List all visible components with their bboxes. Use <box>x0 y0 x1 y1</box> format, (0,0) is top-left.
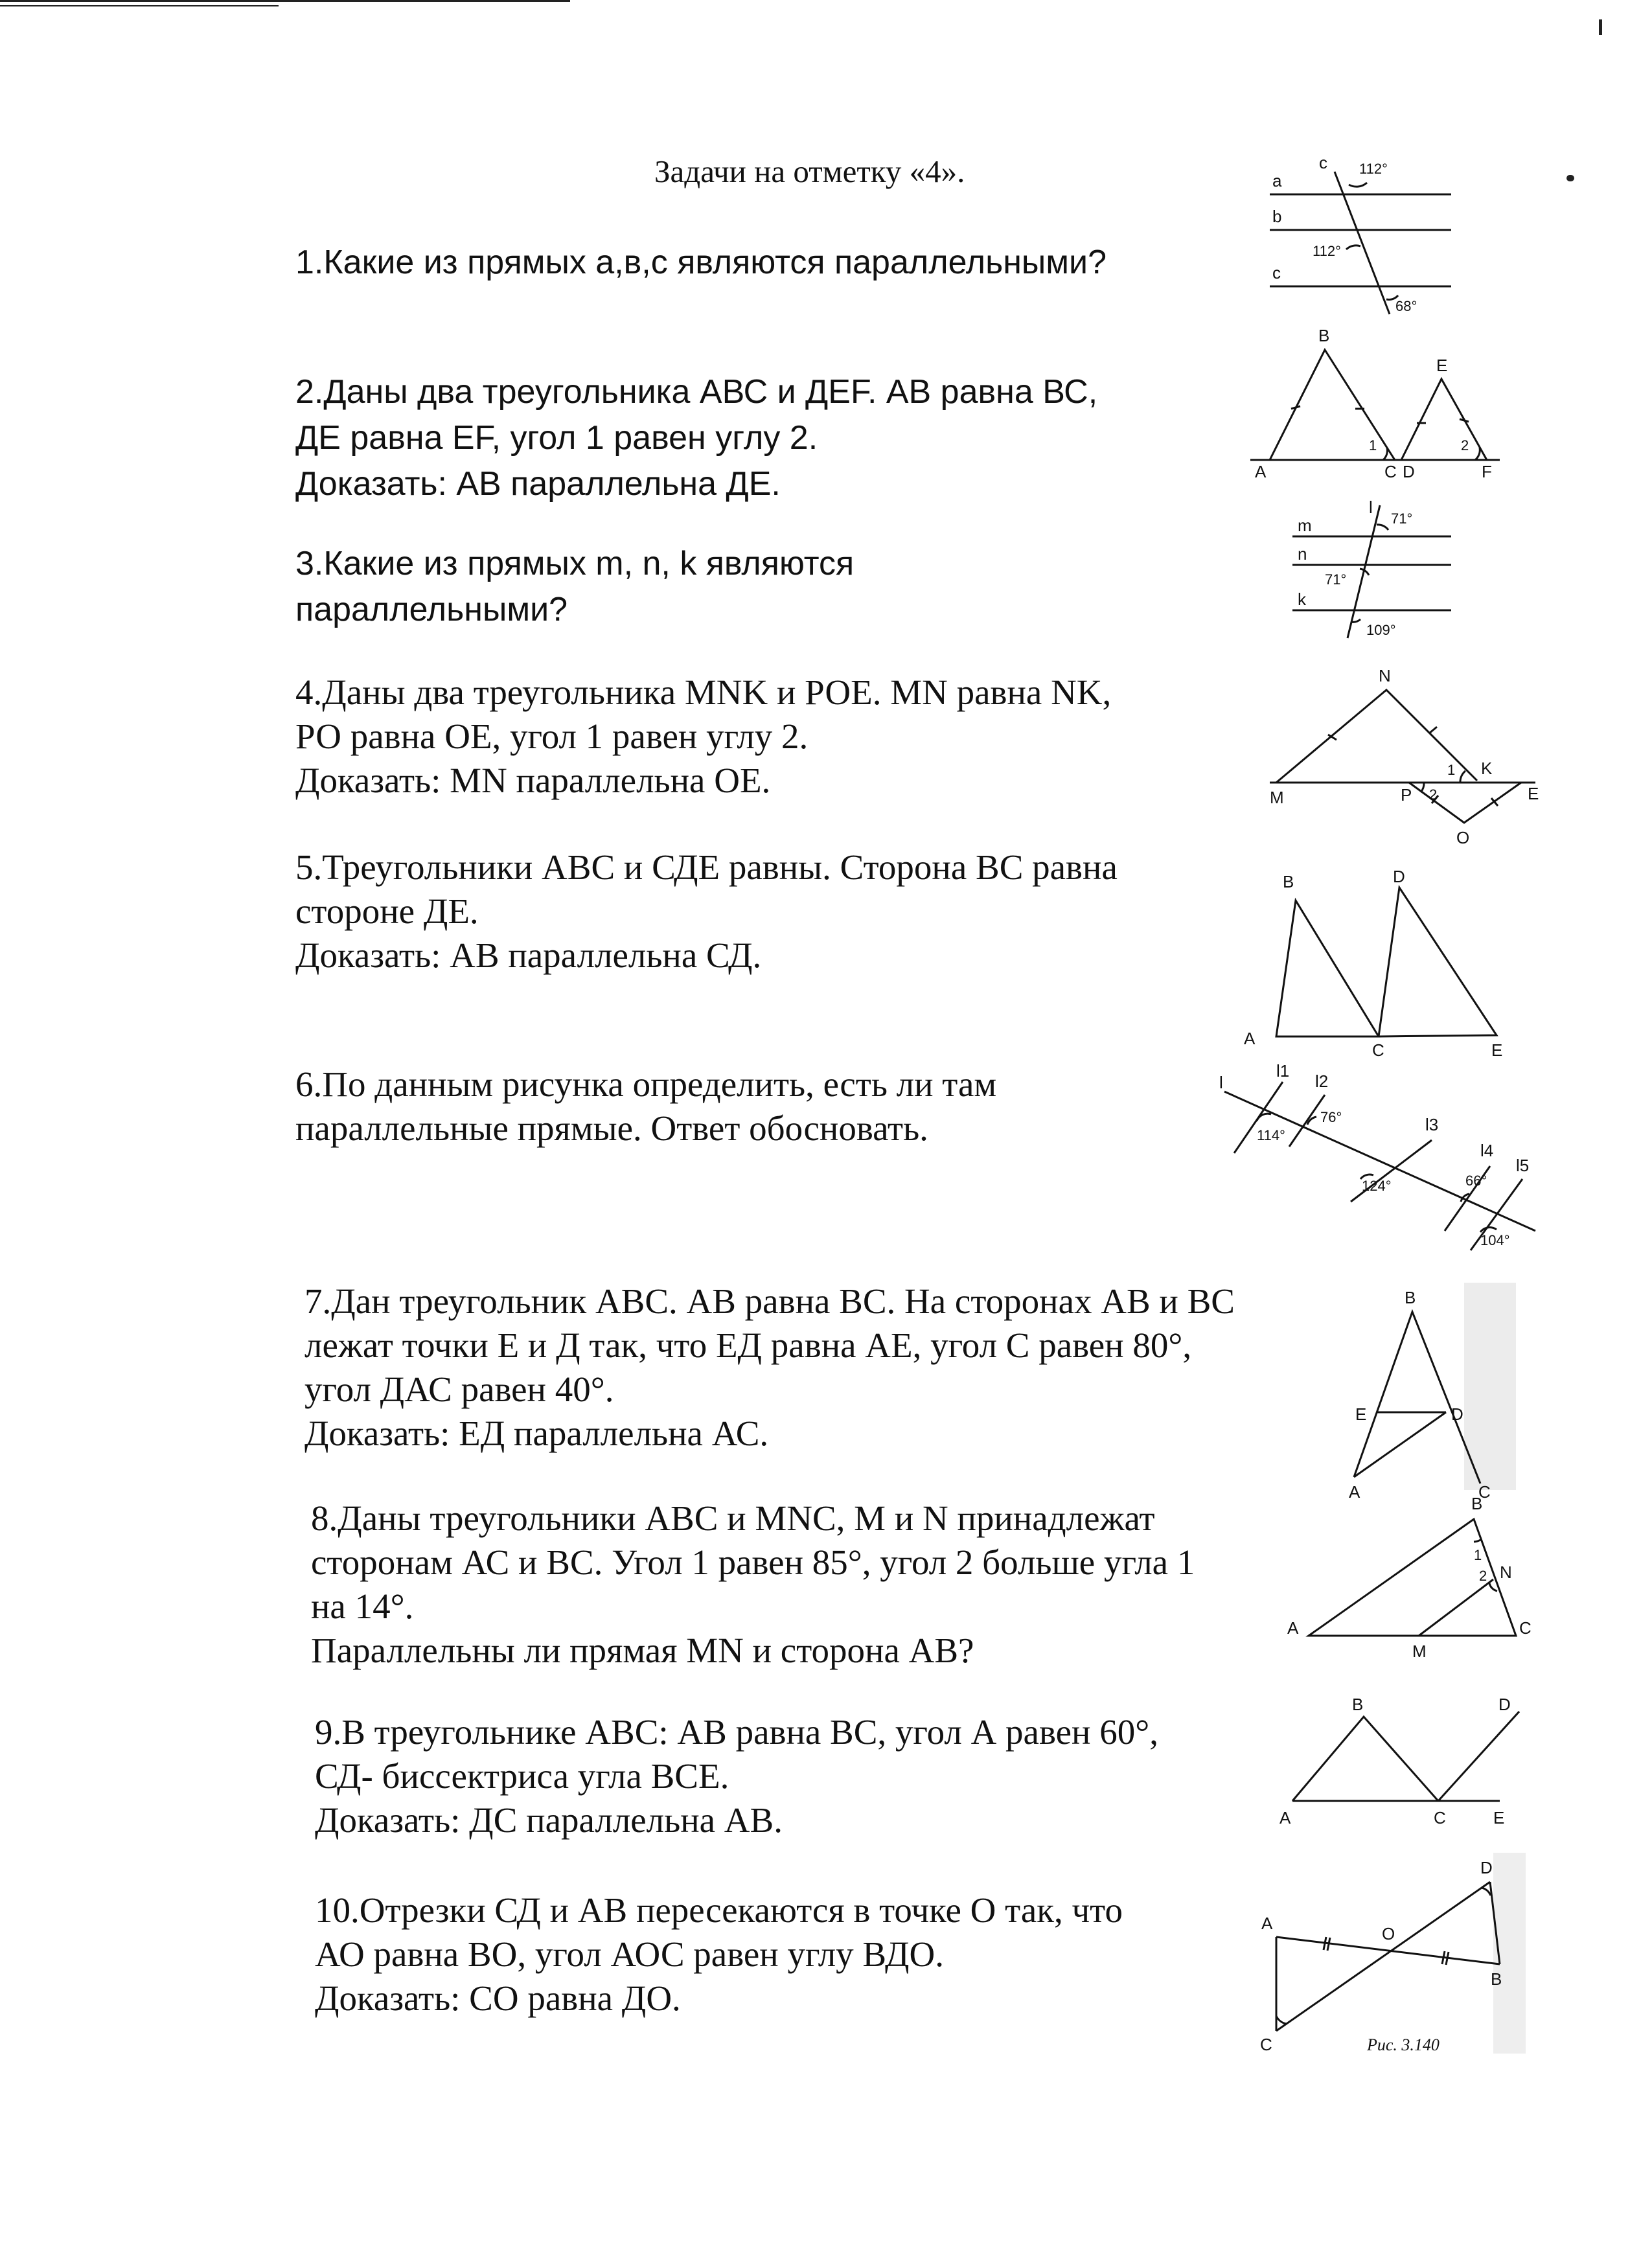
problem-line: 8.Даны треугольники АВС и МNC, М и N принадлежат <box>311 1498 1155 1538</box>
angle-arc <box>1383 448 1387 460</box>
triangle-abc <box>1292 1717 1438 1801</box>
figure-8-triangles <box>1279 1490 1539 1684</box>
point-label: D <box>1403 462 1415 481</box>
label-a: a <box>1272 171 1282 190</box>
point-label: A <box>1349 1482 1360 1502</box>
angle-arc <box>1257 1114 1271 1121</box>
point-label: M <box>1270 788 1284 807</box>
point-label: D <box>1451 1404 1463 1424</box>
angle-label: 1 <box>1474 1547 1482 1563</box>
angle-arc <box>1475 448 1480 460</box>
tick-mark <box>1324 1937 1326 1950</box>
point-label: P <box>1401 785 1412 805</box>
tick-mark <box>1429 727 1437 733</box>
problem-line: АО равна ВО, угол АОС равен углу ВДО. <box>315 1934 944 1974</box>
figure-5-triangles <box>1231 862 1509 1062</box>
problem-7 <box>304 1279 1315 1456</box>
problem-10 <box>315 1888 1325 2021</box>
bisector-cd <box>1438 1712 1519 1801</box>
figure-2-two-triangles <box>1247 327 1506 483</box>
problem-line: 7.Дан треугольник АВС. АВ равна ВС. На сторонах АВ и ВС <box>304 1281 1235 1321</box>
point-label: C <box>1260 2035 1272 2054</box>
point-label: B <box>1471 1494 1483 1513</box>
point-label: B <box>1352 1695 1364 1714</box>
point-label: N <box>1379 666 1391 685</box>
angle-label: 112° <box>1359 161 1388 177</box>
angle-label: 109° <box>1366 622 1396 638</box>
point-label: A <box>1261 1914 1273 1933</box>
tick-mark <box>1460 419 1469 422</box>
point-label: C <box>1519 1618 1532 1638</box>
point-label: M <box>1412 1642 1427 1661</box>
point-label: N <box>1500 1563 1512 1582</box>
problem-5 <box>295 845 1306 978</box>
point-label: A <box>1279 1808 1291 1827</box>
segment-ad <box>1354 1412 1446 1477</box>
point-label: C <box>1434 1808 1446 1827</box>
secant-line <box>1335 172 1390 314</box>
triangle-poe <box>1409 783 1521 823</box>
problem-line: ДЕ равна ЕF, угол 1 равен углу 2. <box>295 419 818 457</box>
angle-label: 104° <box>1480 1232 1510 1248</box>
point-label: A <box>1244 1029 1256 1048</box>
problem-line: РО равна ОЕ, угол 1 равен углу 2. <box>295 716 809 756</box>
point-label: C <box>1384 462 1397 481</box>
figure-9-triangle <box>1267 1691 1539 1840</box>
angle-label: 2 <box>1479 1568 1487 1584</box>
tick-mark <box>1446 1952 1449 1965</box>
angle-label: 2 <box>1429 786 1438 803</box>
figure-4-svg <box>1263 667 1555 862</box>
angle-arc <box>1460 771 1465 783</box>
problem-line: Доказать: ДС параллельна АВ. <box>315 1800 783 1840</box>
figure-10-svg <box>1247 1853 1532 2060</box>
label-secant: l <box>1369 498 1373 517</box>
angle-label: 1 <box>1447 762 1456 778</box>
figure-4-triangles <box>1263 667 1555 862</box>
triangle-abc <box>1354 1312 1480 1483</box>
scan-edge-line <box>0 0 570 2</box>
point-label: F <box>1482 462 1492 481</box>
tick-mark <box>1442 1951 1445 1964</box>
label-line: l1 <box>1276 1061 1290 1081</box>
point-label: D <box>1393 867 1405 886</box>
angle-label: 71° <box>1391 510 1413 527</box>
problem-line: 9.В треугольнике АВС: АВ равна ВС, угол А равен 60°, <box>315 1712 1158 1752</box>
figure-caption: Рис. 3.140 <box>1367 2035 1440 2054</box>
secant-line <box>1348 505 1380 638</box>
point-label: B <box>1491 1969 1502 1989</box>
problem-line: 6.По данным рисунка определить, есть ли там <box>295 1064 997 1104</box>
problem-3 <box>295 541 1306 633</box>
label-line: l2 <box>1315 1071 1329 1091</box>
angle-arc <box>1489 1583 1497 1591</box>
label-line: l5 <box>1516 1156 1530 1175</box>
problem-line: на 14°. <box>311 1586 414 1626</box>
scan-shading <box>1464 1283 1516 1490</box>
point-label: B <box>1318 326 1330 345</box>
problem-6 <box>295 1062 1306 1151</box>
problem-4 <box>295 670 1306 803</box>
problem-line: лежат точки Е и Д так, что ЕД равна АЕ, угол С равен 80°, <box>304 1325 1192 1365</box>
angle-arc <box>1276 2016 1286 2024</box>
point-label: A <box>1255 462 1267 481</box>
point-label: E <box>1528 784 1539 803</box>
label-line: l4 <box>1480 1141 1494 1160</box>
tick-mark <box>1327 1938 1330 1951</box>
page-title: Задачи на отметку «4». <box>654 154 965 189</box>
angle-label: 68° <box>1395 298 1417 314</box>
figure-3-parallel-lines <box>1286 499 1454 651</box>
figure-7-svg <box>1335 1283 1522 1503</box>
point-label: O <box>1456 828 1470 847</box>
scan-edge-line <box>0 5 279 6</box>
problem-line: 4.Даны два треугольника MNK и РОЕ. MN равна NK, <box>295 672 1112 712</box>
figure-1-parallel-lines <box>1263 149 1458 324</box>
angle-label: 114° <box>1257 1127 1285 1143</box>
problem-line: Доказать: СО равна ДО. <box>315 1978 681 2018</box>
figure-2-svg <box>1247 327 1506 483</box>
problem-line: параллельные прямые. Ответ обосновать. <box>295 1108 928 1148</box>
label-m: m <box>1298 516 1312 535</box>
problem-line: сторонам АС и ВС. Угол 1 равен 85°, угол 2 больше угла 1 <box>311 1542 1195 1582</box>
angle-label: 1 <box>1369 437 1377 453</box>
angle-label: 124° <box>1362 1178 1392 1194</box>
figure-1-svg <box>1263 149 1458 324</box>
point-label: C <box>1478 1482 1491 1502</box>
problem-line: 5.Треугольники АВС и СДЕ равны. Сторона ВС равна <box>295 847 1118 887</box>
problem-line: Доказать: АВ параллельна ДЕ. <box>295 465 781 503</box>
point-label: E <box>1436 356 1448 375</box>
angle-arc <box>1421 783 1424 792</box>
angle-label: 71° <box>1325 571 1347 588</box>
segment-cd <box>1276 1882 1490 2031</box>
angle-label: 112° <box>1313 243 1341 259</box>
point-label: O <box>1382 1924 1395 1943</box>
angle-arc <box>1349 183 1367 187</box>
angle-arc <box>1482 1888 1491 1896</box>
label-n: n <box>1298 544 1307 564</box>
figure-8-svg <box>1279 1490 1539 1684</box>
problem-line: 10.Отрезки СД и АВ пересекаются в точке О так, что <box>315 1890 1123 1930</box>
triangle-def <box>1401 379 1487 460</box>
label-b: b <box>1272 207 1282 226</box>
problem-line: угол ДАС равен 40°. <box>304 1369 614 1409</box>
point-label: B <box>1405 1288 1416 1307</box>
figure-10-segments <box>1247 1853 1532 2060</box>
triangle-abc <box>1276 900 1379 1037</box>
problem-line: 3.Какие из прямых m, n, k являются <box>295 545 855 582</box>
point-label: B <box>1283 872 1294 891</box>
line-l <box>1224 1092 1535 1231</box>
angle-arc <box>1474 1539 1482 1542</box>
figure-5-svg <box>1231 862 1509 1062</box>
label-line: l <box>1219 1073 1223 1092</box>
segment-mn <box>1419 1579 1493 1636</box>
angle-arc <box>1480 1228 1497 1232</box>
label-secant: c <box>1319 153 1327 172</box>
problem-line: Доказать: АВ параллельна СД. <box>295 935 762 975</box>
problem-line: СД- биссектриса угла ВСЕ. <box>315 1756 729 1796</box>
figure-3-svg <box>1286 499 1454 651</box>
point-label: D <box>1480 1858 1493 1877</box>
point-label: E <box>1355 1404 1367 1424</box>
angle-label: 2 <box>1461 437 1469 453</box>
point-label: E <box>1491 1040 1503 1060</box>
problem-2 <box>295 369 1306 507</box>
scan-mark <box>1566 175 1574 181</box>
angle-arc <box>1346 246 1360 249</box>
label-line: l3 <box>1425 1115 1439 1134</box>
point-label: E <box>1493 1808 1505 1827</box>
problem-line: 1.Какие из прямых а,в,с являются параллельными? <box>295 244 1107 281</box>
point-label: K <box>1481 759 1493 778</box>
angle-label: 76° <box>1320 1109 1342 1125</box>
point-label: D <box>1498 1695 1511 1714</box>
label-c: c <box>1272 263 1281 282</box>
line-l2 <box>1289 1095 1325 1147</box>
figure-7-triangle <box>1335 1283 1522 1503</box>
tick-mark <box>1291 406 1300 409</box>
problem-line: Доказать: MN параллельна ОЕ. <box>295 761 771 800</box>
problem-line: 2.Даны два треугольника АВС и ДЕF. АВ равна ВС, <box>295 373 1098 411</box>
point-label: C <box>1372 1040 1384 1060</box>
problem-line: Доказать: ЕД параллельна АС. <box>304 1414 769 1453</box>
figure-9-svg <box>1267 1691 1539 1840</box>
angle-label: 66° <box>1465 1173 1487 1189</box>
point-label: A <box>1287 1618 1299 1638</box>
scan-mark <box>1599 19 1602 35</box>
label-k: k <box>1298 590 1306 609</box>
figure-6-svg <box>1218 1062 1542 1257</box>
problem-9 <box>315 1710 1325 1842</box>
problem-line: параллельными? <box>295 591 568 628</box>
figure-6-lines <box>1218 1062 1542 1257</box>
problem-line: стороне ДЕ. <box>295 891 479 931</box>
problem-1 <box>295 240 1306 286</box>
problem-line: Параллельны ли прямая МN и сторона АВ? <box>311 1631 974 1670</box>
angle-arc <box>1377 525 1388 530</box>
problem-8 <box>311 1496 1322 1673</box>
triangle-cde <box>1379 888 1497 1037</box>
